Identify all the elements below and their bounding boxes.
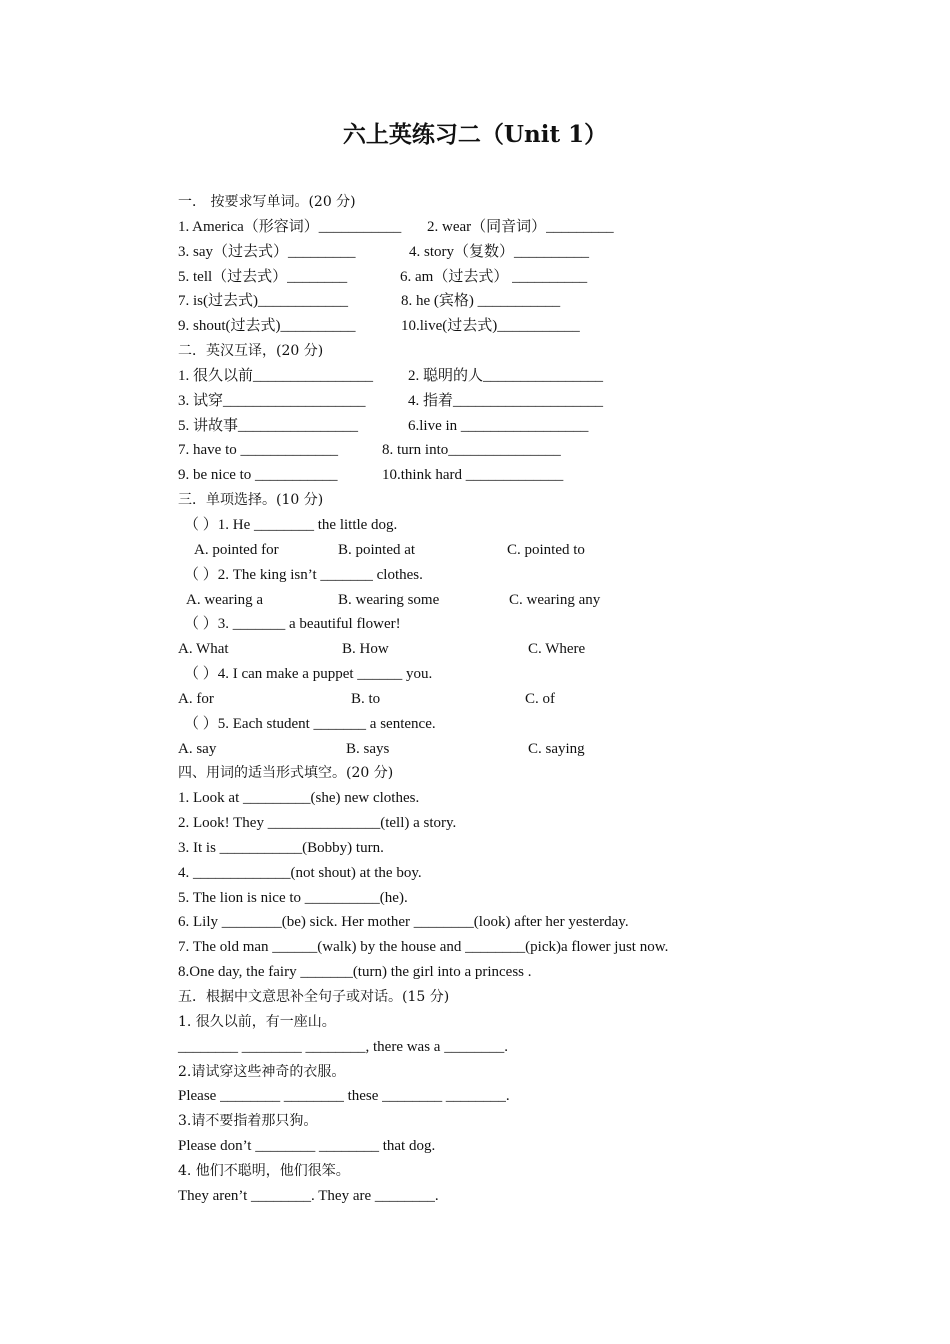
mc-option: C. saying	[528, 740, 585, 757]
mc-option: C. pointed to	[507, 541, 585, 558]
sec2-row	[178, 463, 828, 488]
section-2-heading: 二．英汉互译，(20 分)	[178, 343, 324, 360]
mc-option: C. wearing any	[509, 591, 601, 608]
chinese-prompt: 2.请试穿这些神奇的衣服。	[178, 1063, 346, 1080]
sec1-row	[178, 289, 828, 314]
english-blank-sentence: Please don’t ________ ________ that dog.	[178, 1138, 436, 1155]
mc-option: A. wearing a	[186, 591, 264, 608]
mc-options	[178, 588, 828, 613]
english-blank-sentence: ________ ________ ________, there was a ________.	[178, 1038, 508, 1055]
translation-item: 2. 聪明的人________________	[408, 367, 604, 384]
fill-blank-item: 5. The lion is nice to __________(he).	[178, 889, 408, 906]
fill-blank-item: 3. It is ___________(Bobby) turn.	[178, 839, 384, 856]
sec1-row	[178, 265, 828, 290]
chinese-prompt: 3.请不要指着那只狗。	[178, 1113, 318, 1130]
mc-question-stem: （ ）5. Each student _______ a sentence.	[184, 715, 436, 732]
mc-option: A. for	[178, 690, 214, 707]
mc-options	[178, 687, 828, 712]
sec2-row	[178, 438, 828, 463]
chinese-prompt: 1. 很久以前，有一座山。	[178, 1013, 336, 1030]
sec1-row	[178, 215, 828, 240]
english-blank-sentence: They aren’t ________. They are ________.	[178, 1187, 439, 1204]
mc-option: A. pointed for	[194, 541, 279, 558]
translation-item: 1. 很久以前________________	[178, 367, 374, 384]
mc-option: A. say	[178, 740, 217, 757]
sec1-row	[178, 314, 828, 339]
page-title: 六上英练习二（Unit 1）	[342, 121, 608, 148]
mc-options	[178, 637, 828, 662]
mc-option: A. What	[178, 641, 229, 658]
word-item: 10.live(过去式)___________	[401, 318, 580, 335]
word-item: 1. America（形容词）___________	[178, 218, 402, 235]
word-item: 8. he (宾格) ___________	[401, 293, 561, 310]
translation-item: 10.think hard _____________	[382, 467, 564, 484]
section-4-heading: 四、用词的适当形式填空。(20 分)	[178, 765, 394, 782]
fill-blank-item: 8.One day, the fairy _______(turn) the girl into a princess .	[178, 964, 532, 981]
section-1-heading: 一． 按要求写单词。(20 分)	[178, 194, 356, 210]
mc-question-stem: （ ）4. I can make a puppet ______ you.	[184, 666, 433, 683]
section-3-heading: 三．单项选择。(10 分)	[178, 492, 324, 509]
mc-options	[178, 737, 828, 762]
fill-blank-item: 6. Lily ________(be) sick. Her mother ________(look) after her yesterday.	[178, 914, 629, 931]
mc-question-stem: （ ）1. He ________ the little dog.	[184, 516, 398, 533]
mc-option: C. of	[525, 690, 555, 707]
translation-item: 4. 指着____________________	[408, 392, 604, 409]
mc-option: C. Where	[528, 641, 586, 658]
english-blank-sentence: Please ________ ________ these ________ ________.	[178, 1088, 510, 1105]
translation-item: 8. turn into_______________	[382, 442, 561, 459]
word-item: 5. tell（过去式）________	[178, 268, 348, 285]
word-item: 6. am（过去式） __________	[400, 268, 588, 285]
mc-question-stem: （ ）2. The king isn’t _______ clothes.	[184, 566, 423, 583]
mc-option: B. wearing some	[338, 591, 440, 608]
mc-option: B. says	[346, 740, 390, 757]
word-item: 9. shout(过去式)__________	[178, 318, 356, 335]
worksheet-content	[178, 190, 828, 1209]
mc-option: B. to	[351, 690, 381, 707]
mc-option: B. How	[342, 641, 389, 658]
translation-item: 7. have to _____________	[178, 442, 338, 459]
mc-options	[178, 538, 828, 563]
fill-blank-item: 2. Look! They _______________(tell) a story.	[178, 815, 457, 832]
mc-question-stem: （ ）3. _______ a beautiful flower!	[184, 616, 401, 633]
translation-item: 3. 试穿___________________	[178, 392, 366, 409]
fill-blank-item: 4. _____________(not shout) at the boy.	[178, 864, 422, 881]
translation-item: 6.live in _________________	[408, 417, 589, 434]
chinese-prompt: 4. 他们不聪明，他们很笨。	[178, 1162, 350, 1179]
word-item: 3. say（过去式）_________	[178, 243, 356, 260]
word-item: 2. wear（同音词）_________	[427, 218, 614, 235]
fill-blank-item: 7. The old man ______(walk) by the house and ________(pick)a flower just now.	[178, 939, 669, 956]
sec2-row	[178, 364, 828, 389]
word-item: 4. story（复数）__________	[409, 243, 590, 260]
mc-option: B. pointed at	[338, 541, 416, 558]
sec2-row	[178, 389, 828, 414]
translation-item: 9. be nice to ___________	[178, 467, 338, 484]
sec1-row	[178, 240, 828, 265]
section-5-heading: 五．根据中文意思补全句子或对话。(15 分)	[178, 989, 450, 1005]
sec2-row	[178, 414, 828, 439]
translation-item: 5. 讲故事________________	[178, 417, 359, 434]
word-item: 7. is(过去式)____________	[178, 293, 348, 310]
fill-blank-item: 1. Look at _________(she) new clothes.	[178, 790, 420, 807]
